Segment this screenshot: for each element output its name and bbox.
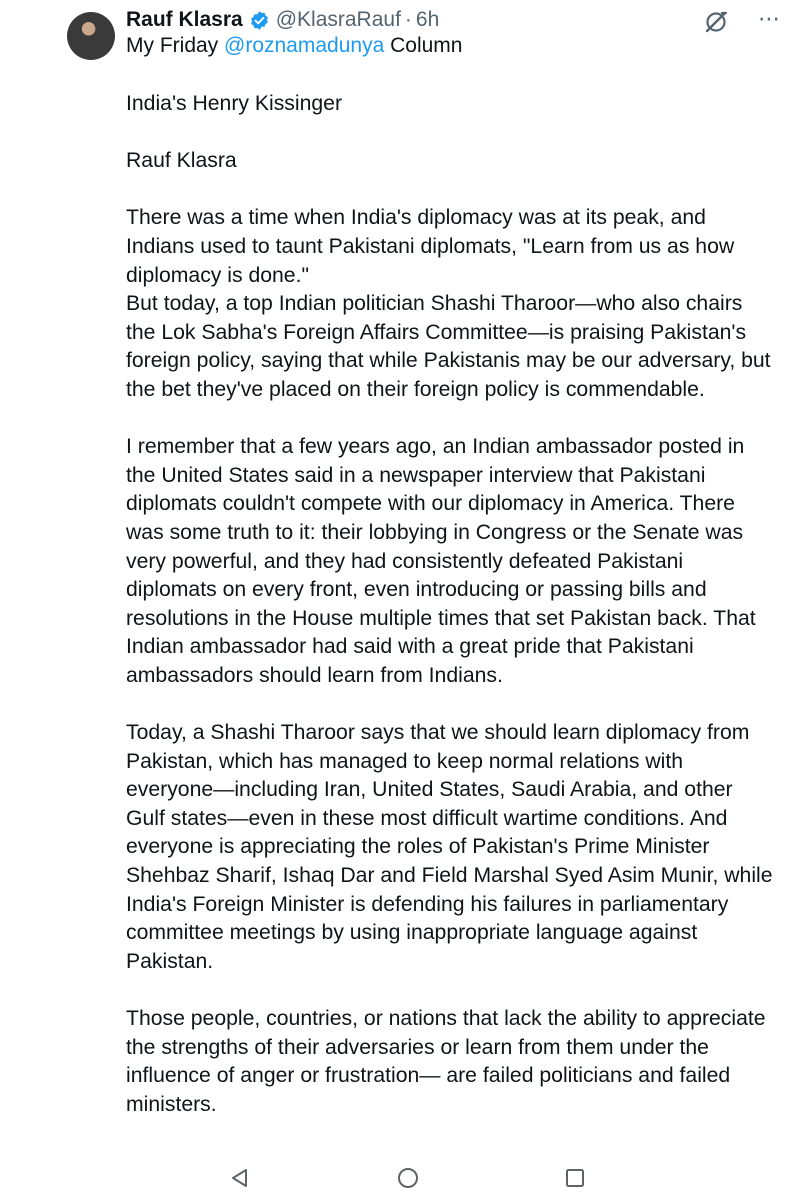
tweet-time[interactable]: 6h: [415, 8, 440, 31]
tweet-subline: [126, 34, 462, 58]
tweet-paragraph: Today, a Shashi Tharoor says that we should learn diplomacy from Pakistan, which has managed to keep normal relations with everyone—including Iran, United States, Saudi Arabia, and other Gulf states—even in these most difficult wartime conditions. And everyone is appreciating the roles of Pakistan's Prime Minister Shehbaz Sharif, Ishaq Dar and Field Marshal Syed Asim Munir, while India's Foreign Minister is defending his failures in parliamentary committee meetings by using inappropriate language against Pakistan.: [126, 721, 773, 973]
tweet-paragraph: There was a time when India's diplomacy was at its peak, and Indians used to taunt Pakistani diplomats, "Learn from us as how diplomacy is done.": [126, 206, 735, 287]
author-name[interactable]: Rauf Klasra: [126, 8, 243, 31]
tweet-byline: Rauf Klasra: [126, 149, 237, 173]
tweet-paragraph: Those people, countries, or nations that lack the ability to appreciate the strengths of their adversaries or learn from them under the influence of anger or frustration— are failed politicians and failed ministers.: [126, 1007, 766, 1116]
system-nav-bar: [0, 1155, 806, 1200]
tweet-title: India's Henry Kissinger: [126, 92, 343, 115]
avatar[interactable]: [67, 12, 115, 60]
author-handle[interactable]: @KlasraRauf: [275, 8, 401, 31]
tweet-paragraph: I remember that a few years ago, an Indian ambassador posted in the United States said in a newspaper interview that Pakistani diplomats couldn't compete with our diplomacy in America. There was some truth to it: their lobbying in Congress or the Senate was very powerful, and they had consistently defeated Pakistani diplomats on every front, even introducing or passing bills and resolutions in the House multiple times that set Pakistan back. That Indian ambassador had said with a great pride that Pakistani ambassadors should learn from Indians.: [126, 435, 756, 687]
tweet-paragraph: But today, a top Indian politician Shashi Tharoor—who also chairs the Lok Sabha's Foreign Affairs Committee—is praising Pakistan's foreign policy, saying that while Pakistanis may be our adversary, but the bet they've placed on their foreign policy is commendable.: [126, 292, 771, 401]
home-circle-icon[interactable]: [396, 1167, 420, 1196]
back-triangle-icon[interactable]: [229, 1167, 251, 1194]
tweet-body: [126, 90, 776, 1148]
recents-square-icon[interactable]: [564, 1167, 586, 1194]
mention-link[interactable]: @roznamadunya: [224, 34, 385, 57]
verified-badge-icon: [249, 10, 270, 31]
grok-icon[interactable]: [703, 9, 729, 35]
tweet-header: [126, 6, 439, 34]
subline-suffix: Column: [384, 34, 463, 57]
subline-prefix: My Friday: [126, 34, 225, 57]
separator-dot: ·: [404, 8, 412, 31]
more-options-icon[interactable]: ⋯: [758, 6, 781, 31]
